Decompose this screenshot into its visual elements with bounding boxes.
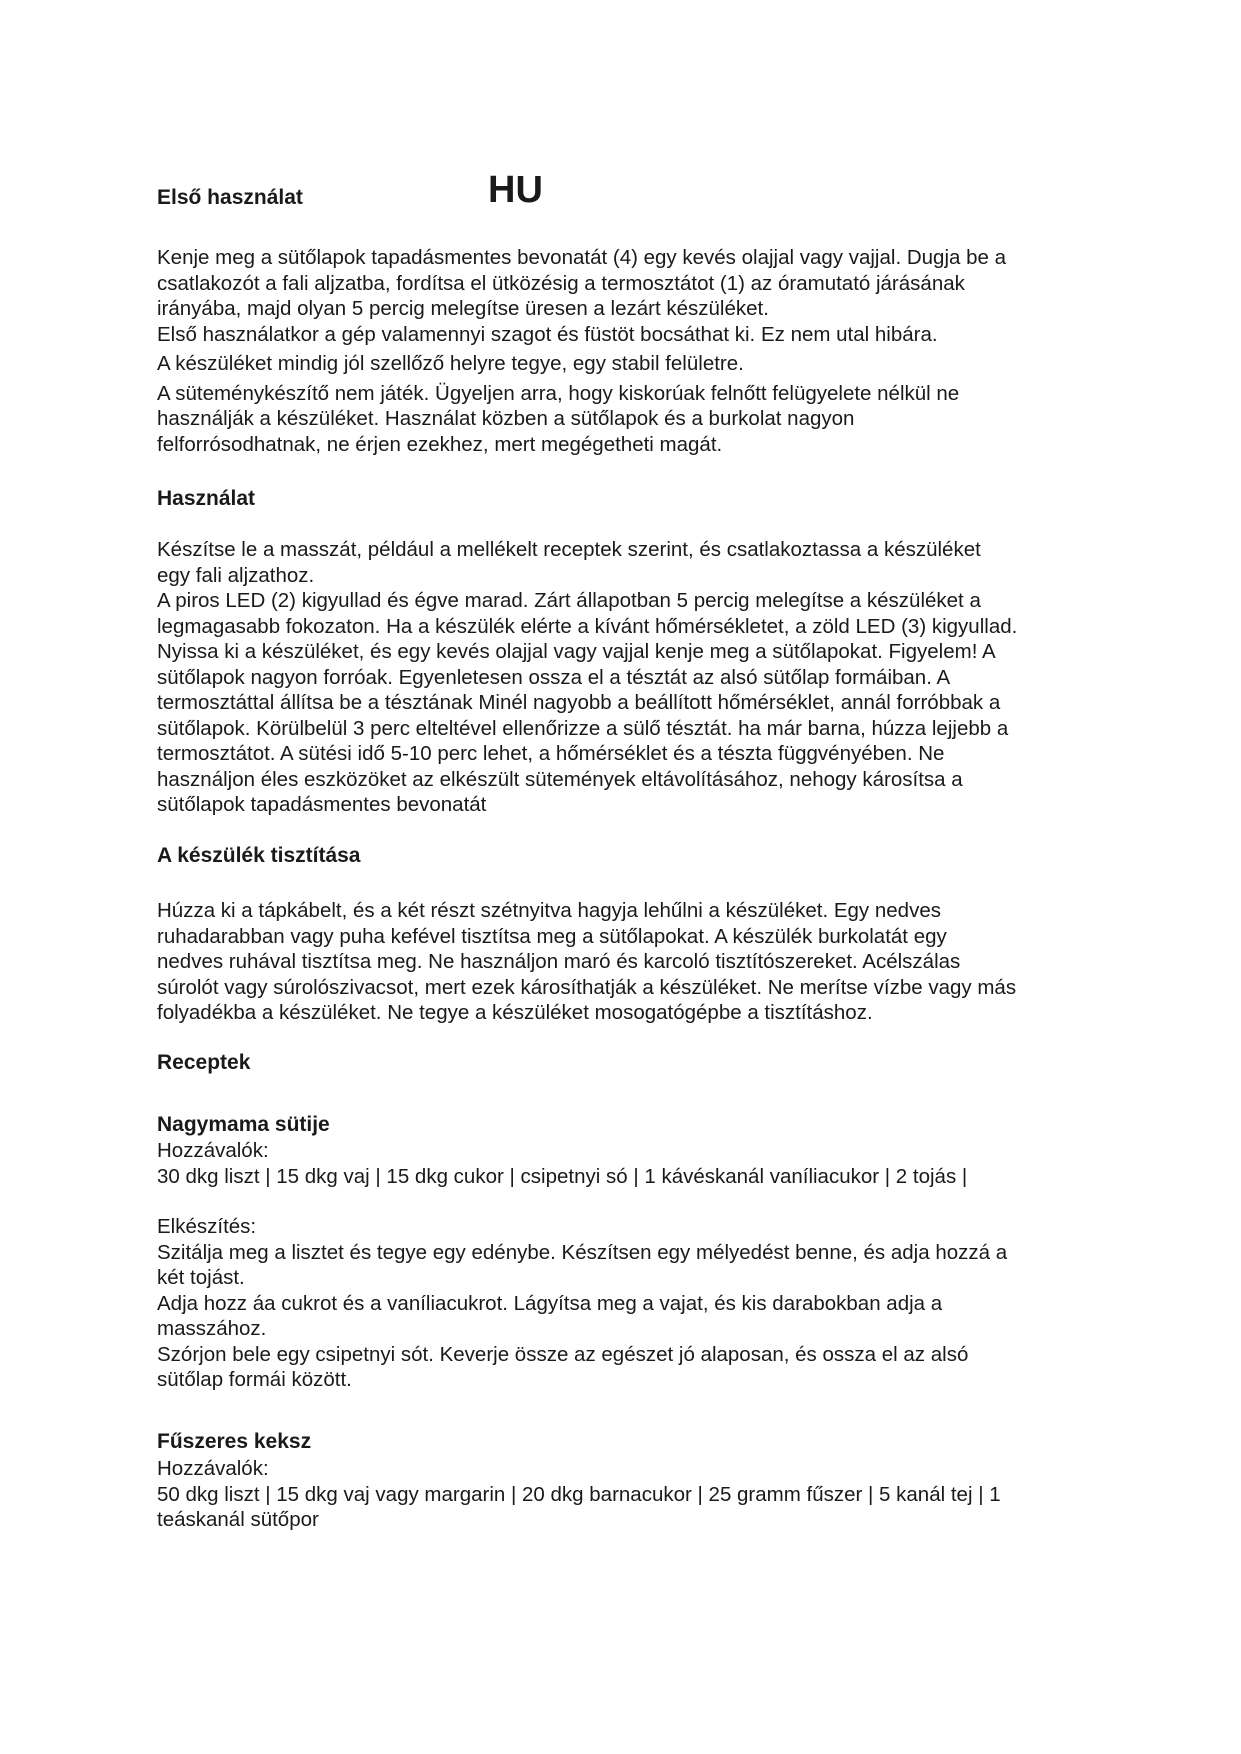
section-title-usage: Használat (157, 487, 256, 510)
text-line: termosztátot. A sütési idő 5-10 perc lehet, a hőmérséklet és a tészta függvényében. Ne (157, 742, 945, 765)
preparation-label: Elkészítés: (157, 1215, 257, 1238)
text-line: használjon éles eszközöket az elkészült sütemények eltávolításához, nehogy károsítsa a (157, 767, 963, 791)
text-line: két tojást. (157, 1266, 245, 1289)
text-line: A süteménykészítő nem játék. Ügyeljen arra, hogy kiskorúak felnőtt felügyelete nélkül ne (157, 381, 960, 405)
usage-paragraph (157, 537, 1097, 818)
text-line: folyadékba a készüléket. Ne tegye a készüléket mosogatógépbe a tisztításhoz. (157, 1001, 873, 1024)
text-line: Szórjon bele egy csipetnyi sót. Keverje össze az egészet jó alaposan, és ossza el az alsó (157, 1342, 969, 1366)
text-line: használják a készüléket. Használat közben a sütőlapok és a burkolat nagyon (157, 407, 855, 430)
recipe-2-body (157, 1456, 1097, 1533)
text-line: A készüléket mindig jól szellőző helyre tegye, egy stabil felületre. (157, 352, 744, 375)
ingredients-list: 30 dkg liszt | 15 dkg vaj | 15 dkg cukor | csipetnyi só | 1 kávéskanál vaníliacukor | 2 tojás | (157, 1164, 968, 1188)
ingredients-label: Hozzávalók: (157, 1139, 269, 1162)
text-line: masszához. (157, 1317, 267, 1340)
ingredients-label: Hozzávalók: (157, 1457, 269, 1480)
recipe-title: Fűszeres keksz (157, 1430, 312, 1453)
text-line: Adja hozz áa cukrot és a vaníliacukrot. Lágyítsa meg a vajat, és kis darabokban adja a (157, 1291, 943, 1315)
section-title-recipes: Receptek (157, 1051, 251, 1074)
text-line: súrolót vagy súrolószivacsot, mert ezek károsíthatják a készüléket. Ne merítse vízbe vagy más (157, 975, 1017, 999)
text-line: sütőlapok tapadásmentes bevonatát (157, 793, 487, 816)
text-line: sütőlap formái között. (157, 1368, 352, 1391)
text-line: csatlakozót a fali aljzatba, fordítsa el ütközésig a termosztátot (1) az óramutató járásának (157, 271, 965, 295)
text-line: felforrósodhatnak, ne érjen ezekhez, mert megégetheti magát. (157, 432, 723, 456)
text-line: legmagasabb fokozaton. Ha a készülék elérte a kívánt hőmérsékletet, a zöld LED (3) kigyullad. (157, 614, 1018, 638)
text-line: Nyissa ki a készüléket, és egy kevés olajjal vagy vajjal kenje meg a sütőlapokat. Figyelem! A (157, 640, 996, 663)
recipe-title: Nagymama sütije (157, 1113, 330, 1136)
text-line: Húzza ki a tápkábelt, és a két részt szétnyitva hagyja lehűlni a készüléket. Egy nedves (157, 899, 941, 922)
first-use-paragraph (157, 245, 1097, 457)
text-line: sütőlapok. Körülbelül 3 perc elteltével ellenőrizze a sülő tésztát. ha már barna, húzza lejjebb a (157, 716, 1009, 740)
text-line: egy fali aljzathoz. (157, 563, 315, 587)
ingredients-list: teáskanál sütőpor (157, 1508, 319, 1531)
text-line: ruhadarabban vagy puha kefével tisztítsa meg a sütőlapokat. A készülék burkolatát egy (157, 924, 947, 948)
text-line: Első használatkor a gép valamennyi szagot és füstöt bocsáthat ki. Ez nem utal hibára. (157, 322, 938, 346)
language-code: HU (488, 169, 543, 211)
ingredients-list: 50 dkg liszt | 15 dkg vaj vagy margarin | 20 dkg barnacukor | 25 gramm fűszer | 5 kanál tej | 1 (157, 1482, 1001, 1506)
text-line: A piros LED (2) kigyullad és égve marad. Zárt állapotban 5 percig melegítse a készüléket a (157, 589, 981, 612)
text-line: sütőlapok nagyon forróak. Egyenletesen ossza el a tésztát az alsó sütőlap formáiban. A (157, 665, 951, 689)
section-title-first-use: Első használat (157, 186, 303, 209)
text-line: termosztáttal állítsa be a tésztának Minél nagyobb a beállított hőmérséklet, annál forróbbak a (157, 691, 1001, 714)
text-line: Szitálja meg a lisztet és tegye egy edénybe. Készítsen egy mélyedést benne, és adja hozzá a (157, 1240, 1008, 1264)
text-line: irányába, majd olyan 5 percig melegítse üresen a lezárt készüléket. (157, 297, 769, 320)
section-title-cleaning: A készülék tisztítása (157, 844, 361, 867)
text-line: Készítse le a masszát, például a mellékelt receptek szerint, és csatlakoztassa a készüléket (157, 538, 981, 561)
cleaning-paragraph (157, 898, 1097, 1026)
text-line: Kenje meg a sütőlapok tapadásmentes bevonatát (4) egy kevés olajjal vagy vajjal. Dugja be a (157, 246, 1006, 269)
recipe-1-body (157, 1138, 1097, 1393)
text-line: nedves ruhával tisztítsa meg. Ne használjon maró és karcoló tisztítószereket. Acélszálas (157, 950, 961, 973)
